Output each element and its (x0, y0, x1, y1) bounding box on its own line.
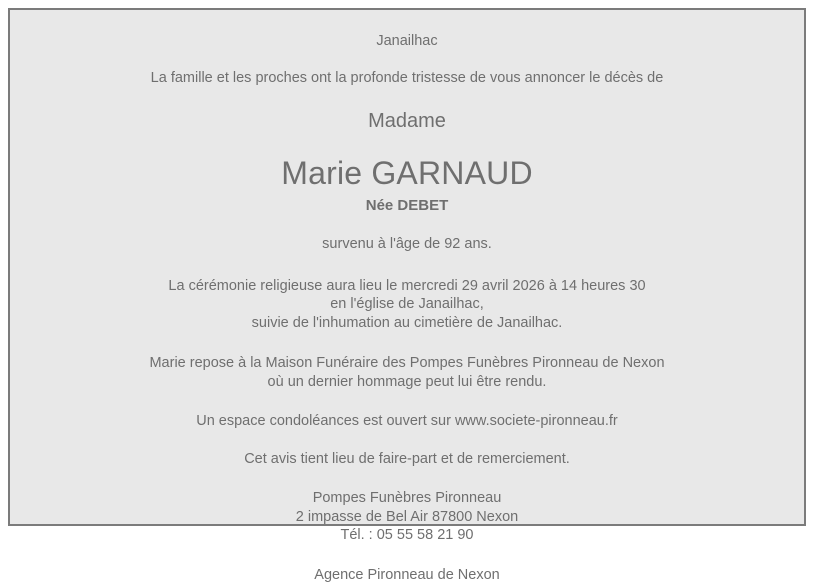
deceased-name: Marie GARNAUD (281, 155, 533, 191)
condolences-line: Un espace condoléances est ouvert sur www.societe-pironneau.fr (196, 413, 618, 430)
repose-details (10, 354, 804, 391)
town-label: Janailhac (376, 33, 438, 49)
repose-line-2: où un dernier hommage peut lui être rendu. (267, 373, 547, 390)
ceremony-line-2: en l'église de Janailhac, (330, 296, 484, 313)
repose-line-1: Marie repose à la Maison Funéraire des Pompes Funèbres Pironneau de Nexon (149, 355, 665, 372)
ceremony-line-1: La cérémonie religieuse aura lieu le mercredi 29 avril 2026 à 14 heures 30 (168, 277, 646, 294)
age-line: survenu à l'âge de 92 ans. (322, 236, 492, 252)
agency-label: Agence Pironneau de Nexon (314, 566, 500, 583)
announcement-intro: La famille et les proches ont la profonde tristesse de vous annoncer le décès de (150, 69, 664, 86)
faire-part-line: Cet avis tient lieu de faire-part et de remerciement. (244, 451, 570, 468)
ceremony-details (10, 277, 804, 333)
maiden-name: Née DEBET (365, 197, 449, 214)
ceremony-line-3: suivie de l'inhumation au cimetière de Janailhac. (251, 314, 563, 331)
funeral-home-name: Pompes Funèbres Pironneau (312, 490, 502, 507)
honorific-title: Madame (368, 110, 446, 132)
funeral-home-address: 2 impasse de Bel Air 87800 Nexon (295, 508, 519, 525)
funeral-home-phone: Tél. : 05 55 58 21 90 (340, 527, 474, 544)
funeral-home-details (10, 489, 804, 545)
death-notice-card (8, 8, 806, 583)
